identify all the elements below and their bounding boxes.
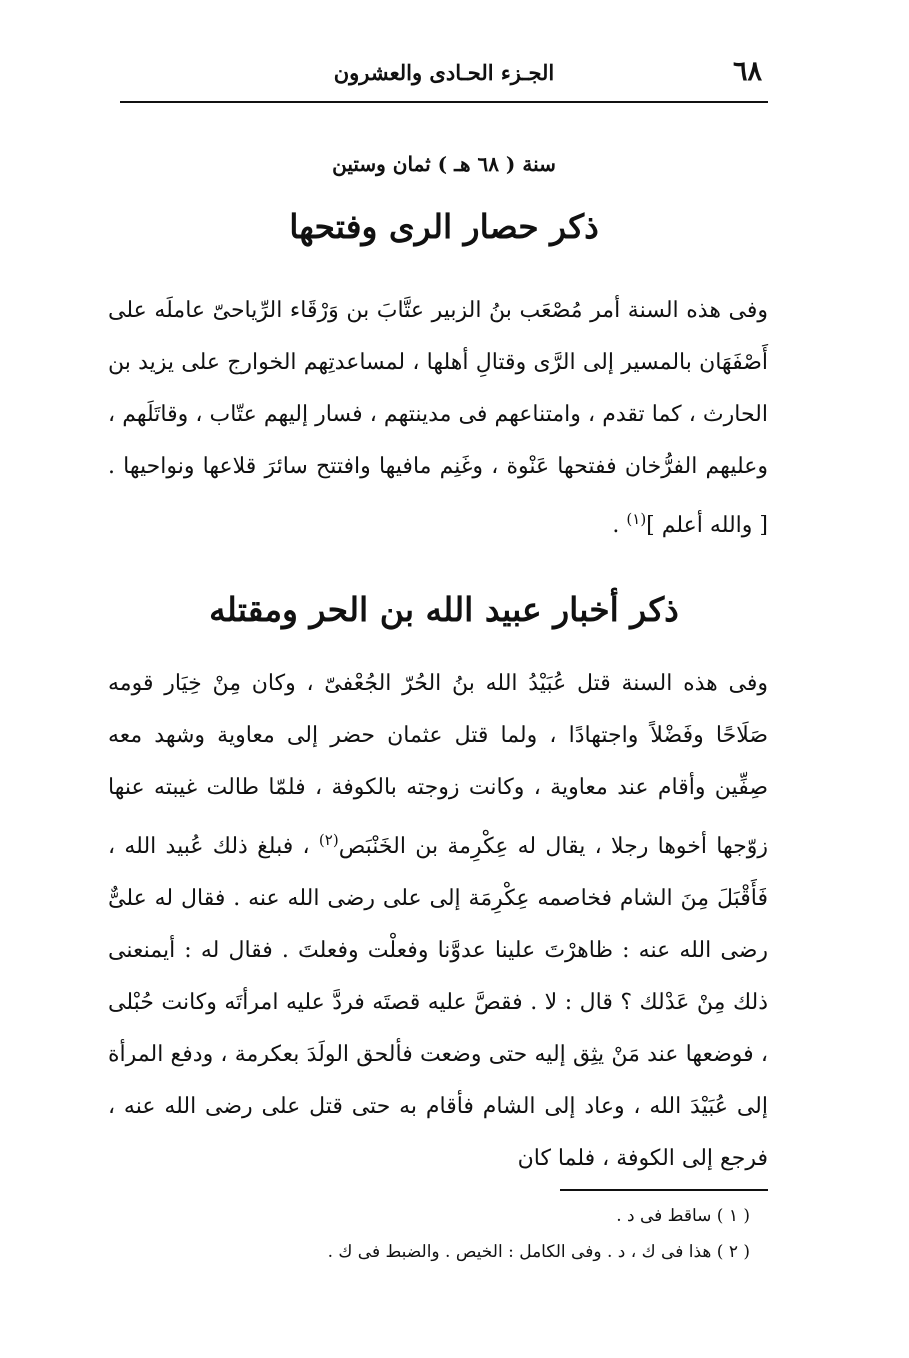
paragraph-text: وفى هذه السنة أمر مُصْعَب بنُ الزبير عتَّابَ بن وَرْقَاء الرِّياحىّ عاملَه على أَصْفَهَان بالمسير إلى الرَّى وقتالِ أهلها ، لمساعدتِهم الخوارج على يزيد بن الحارث ، كما تقدم ، وامتناعهم فى مدينتهم ، فسار إليهم عتّاب ، وقاتَلَهم ، وعليهم الفرُّخان ففتحها عَنْوة ، وغَنِم مافيها وافتتح سائرَ قلاعها ونواحيها . [ والله أعلم ] <box>108 298 768 538</box>
section-heading-ubaydallah: ذكر أخبار عبيد الله بن الحر ومقتله <box>209 590 679 629</box>
header-rule <box>120 101 768 103</box>
footnote-1: ( ١ ) ساقط فى د . <box>616 1206 750 1226</box>
paragraph-ubaydallah <box>108 658 768 1185</box>
footnote-rule <box>560 1189 768 1191</box>
section-heading-rey: ذكر حصار الرى وفتحها <box>289 207 599 246</box>
page-number: ٦٨ <box>732 56 762 87</box>
paragraph-text: ، فبلغ ذلك عُبيد الله ، فَأَقْبَلَ مِنَ الشام فخاصمه عِكْرِمَة إلى على رضى الله عنه . فقال له علىٌّ رضى الله عنه : ظاهرْتَ علينا عدوَّنا وفعلْت وفعلتَ . فقال له : أيمنعنى ذلك مِنْ عَدْلك ؟ قال : لا . فقصَّ عليه قصتَه فردَّ عليه امرأتَه وكانت حُبْلى ، فوضعها عند مَنْ يثِق إليه حتى وضعت فألحق الولَدَ بعكرمة ، ودفع المرأة إلى عُبَيْدَ الله ، وعاد إلى الشام فأقام به حتى قتل على رضى الله عنه ، فرجع إلى الكوفة ، فلما كان <box>108 834 768 1171</box>
running-title: الجـزء الحـادى والعشرون <box>333 60 555 85</box>
footnotes <box>150 1198 750 1270</box>
footnote-ref: (٢) <box>318 831 339 849</box>
footnote-ref: (١) <box>626 510 647 528</box>
page-header <box>120 56 768 96</box>
paragraph-closing: . <box>612 513 627 538</box>
paragraph-text: وفى هذه السنة قتل عُبَيْدُ الله بنُ الحُرّ الجُعْفىّ ، وكان مِنْ خِيَار قومه صَلَاحًا وفَضْلاً واجتهادًا ، ولما قتل عثمان حضر إلى معاوية وشهد معه صِفِّين وأقام عند معاوية ، وكانت زوجته بالكوفة ، فلمّا طالت غيبته عنها زوّجها أخوها رجلا ، يقال له عِكْرِمة بن الخَنْبَص <box>108 671 768 859</box>
paragraph-rey <box>108 285 768 552</box>
footnote-2: ( ٢ ) هذا فى ك ، د . وفى الكامل : الخيص . والضبط فى ك . <box>327 1242 750 1262</box>
year-line: سنة ( ٦٨ هـ ) ثمان وستين <box>332 152 556 176</box>
